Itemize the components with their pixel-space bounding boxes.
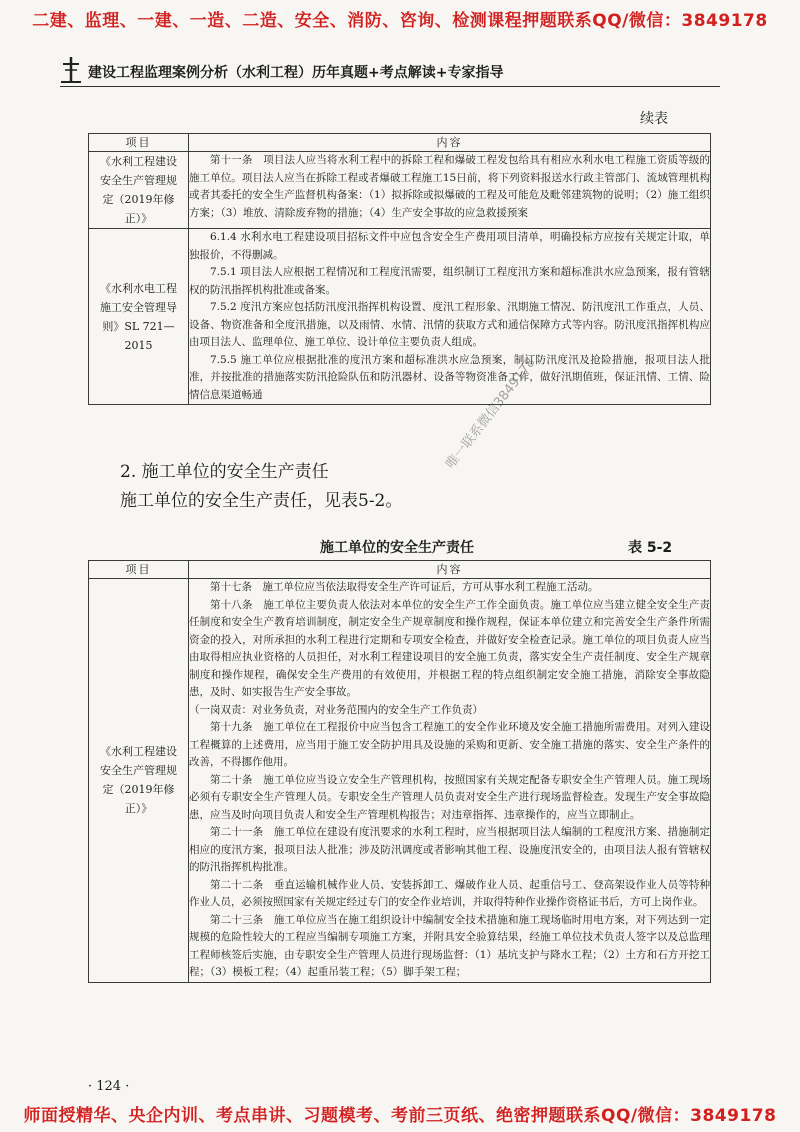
clause-paragraph: 6.1.4 水利水电工程建设项目招标文件中应包含安全生产费用项目清单，明确投标方应按有关规定计取，单独报价，不得删减。: [189, 231, 710, 261]
clause-paragraph: 第十七条 施工单位应当依法取得安全生产许可证后，方可从事水利工程施工活动。: [210, 581, 599, 593]
column-header-content: 内容: [189, 134, 711, 152]
regulation-content: [189, 579, 711, 983]
regulation-name: 《水利工程建设安全生产管理规定（2019年修正）》: [89, 152, 189, 229]
table-number: 表 5-2: [628, 540, 673, 556]
clause-paragraph: 第二十条 施工单位应当设立安全生产管理机构，按照国家有关规定配备专职安全生产管理人员。施工现场必须有专职安全生产管理人员。专职安全生产管理人员负责对安全生产进行现场监督检查。发现生产安全事故隐患，应当及时向项目负责人和安全生产管理机构报告；对违章指挥、违章操作的，应当立即制止。: [189, 773, 710, 821]
clause-paragraph: 7.5.2 度汛方案应包括防汛度汛指挥机构设置、度汛工程形象、汛期施工情况、防汛度汛工作重点，人员、设备、物资准备和全度汛措施，以及雨情、水情、汛情的获取方式和通信保障方式等内容。防汛度汛指挥机构应由项目法人、监理单位、施工单位、设计单位主要负责人组成。: [189, 301, 710, 348]
clause-paragraph: 第二十三条 施工单位应当在施工组织设计中编制安全技术措施和施工现场临时用电方案，对下列达到一定规模的危险性较大的工程应当编制专项施工方案，并附具安全验算结果，经施工单位技术负责人签字以及总监理工程师核签后实施，由专职安全生产管理人员进行现场监督：（1）基坑支护与降水工程；（2）土方和石方开挖工程；（3）模板工程；（4）起重吊装工程；（5）脚手架工程；: [189, 913, 710, 978]
watermark-text: 唯一联系微信3849178: [443, 355, 539, 472]
ad-banner-top: 二建、监理、一建、一造、二造、安全、消防、咨询、检测课程押题联系QQ/微信：3849178: [32, 11, 768, 31]
clause-paragraph: 第十一条 项目法人应当将水利工程中的拆除工程和爆破工程发包给具有相应水利水电工程施工资质等级的施工单位。项目法人应当在拆除工程或者爆破工程施工15日前，将下列资料报送水行政主管部门、流域管理机构或者其委托的安全生产监督机构备案：（1）拟拆除或拟爆破的工程及可能危及毗邻建筑物的说明；（2）施工组织方案；（3）堆放、清除废弃物的措施；（4）生产安全事故的应急救援预案: [189, 154, 710, 219]
book-logo-icon: [60, 54, 82, 84]
table-contractor-safety-responsibility: [88, 560, 711, 983]
table-row: [89, 229, 711, 405]
clause-paragraph: 第二十二条 垂直运输机械作业人员、安装拆卸工、爆破作业人员、起重信号工、登高架设作业人员等特种作业人员，必须按照国家有关规定经过专门的安全作业培训，并取得特种作业操作资格证书后，方可上岗作业。: [189, 878, 710, 908]
continued-label: 续表: [640, 111, 668, 127]
clause-paragraph: 第二十一条 施工单位在建设有度汛要求的水利工程时，应当根据项目法人编制的工程度汛方案、措施制定相应的度汛方案，报项目法人批准；涉及防汛调度或者影响其他工程、设施度汛安全的，由项目法人报有管辖权的防汛指挥机构批准。: [189, 826, 710, 873]
regulation-name: 《水利工程建设安全生产管理规定（2019年修正）》: [89, 579, 189, 983]
section-heading: 2. 施工单位的安全生产责任: [120, 462, 329, 482]
table-header-row: [89, 134, 711, 152]
column-header-content: 内容: [189, 561, 711, 579]
clause-paragraph: 第十九条 施工单位在工程报价中应当包含工程施工的安全作业环境及安全施工措施所需费用。对列入建设工程概算的上述费用，应当用于施工安全防护用具及设施的采购和更新、安全施工措施的落实、安全生产条件的改善，不得挪作他用。: [189, 721, 710, 768]
book-title: 建设工程监理案例分析（水利工程）历年真题+考点解读+专家指导: [88, 65, 504, 81]
running-header: [60, 52, 720, 87]
column-header-item: 项目: [89, 561, 189, 579]
clause-note: （一岗双责：对业务负责，对业务范围内的安全生产工作负责）: [189, 703, 483, 716]
clause-paragraph: 7.5.5 施工单位应根据批准的度汛方案和超标准洪水应急预案，制订防汛度汛及抢险措施，报项目法人批准，并按批准的措施落实防汛抢险队伍和防汛器材、设备等物资准备工作，做好汛期值班，保证汛情、工情、险情信息渠道畅通: [189, 353, 710, 401]
regulation-content: [189, 229, 711, 405]
section-intro: 施工单位的安全生产责任，见表5-2。: [120, 491, 403, 511]
regulation-content: [189, 152, 711, 229]
table-row: [89, 152, 711, 229]
table-header-row: [89, 561, 711, 579]
table-caption: 施工单位的安全生产责任: [320, 540, 474, 556]
column-header-item: 项目: [89, 134, 189, 152]
ad-banner-bottom: 师面授精华、央企内训、考点串讲、习题模考、考前三页纸、绝密押题联系QQ/微信：3849178: [23, 1106, 777, 1126]
regulation-name: 《水利水电工程施工安全管理导则》SL 721—2015: [89, 229, 189, 405]
clause-paragraph: 7.5.1 项目法人应根据工程情况和工程度汛需要，组织制订工程度汛方案和超标准洪水应急预案，报有管辖权的防汛指挥机构批准或备案。: [189, 266, 710, 296]
clause-paragraph: 第十八条 施工单位主要负责人依法对本单位的安全生产工作全面负责。施工单位应当建立健全安全生产责任制度和安全生产教育培训制度，制定安全生产规章制度和操作规程，保证本单位建立和完善安全生产条件所需资金的投入，对所承担的水利工程进行定期和专项安全检查，并做好安全检查记录。施工单位的项目负责人应当由取得相应执业资格的人员担任，对水利工程建设项目的安全施工负责，落实安全生产责任制度、安全生产规章制度和操作规程，确保安全生产费用的有效使用，并根据工程的特点组织制定安全施工措施，消除安全事故隐患，及时、如实报告生产安全事故。: [189, 598, 710, 698]
page-number: · 124 ·: [88, 1079, 130, 1094]
table-row: [89, 579, 711, 983]
table-project-owner-continued: [88, 133, 711, 405]
